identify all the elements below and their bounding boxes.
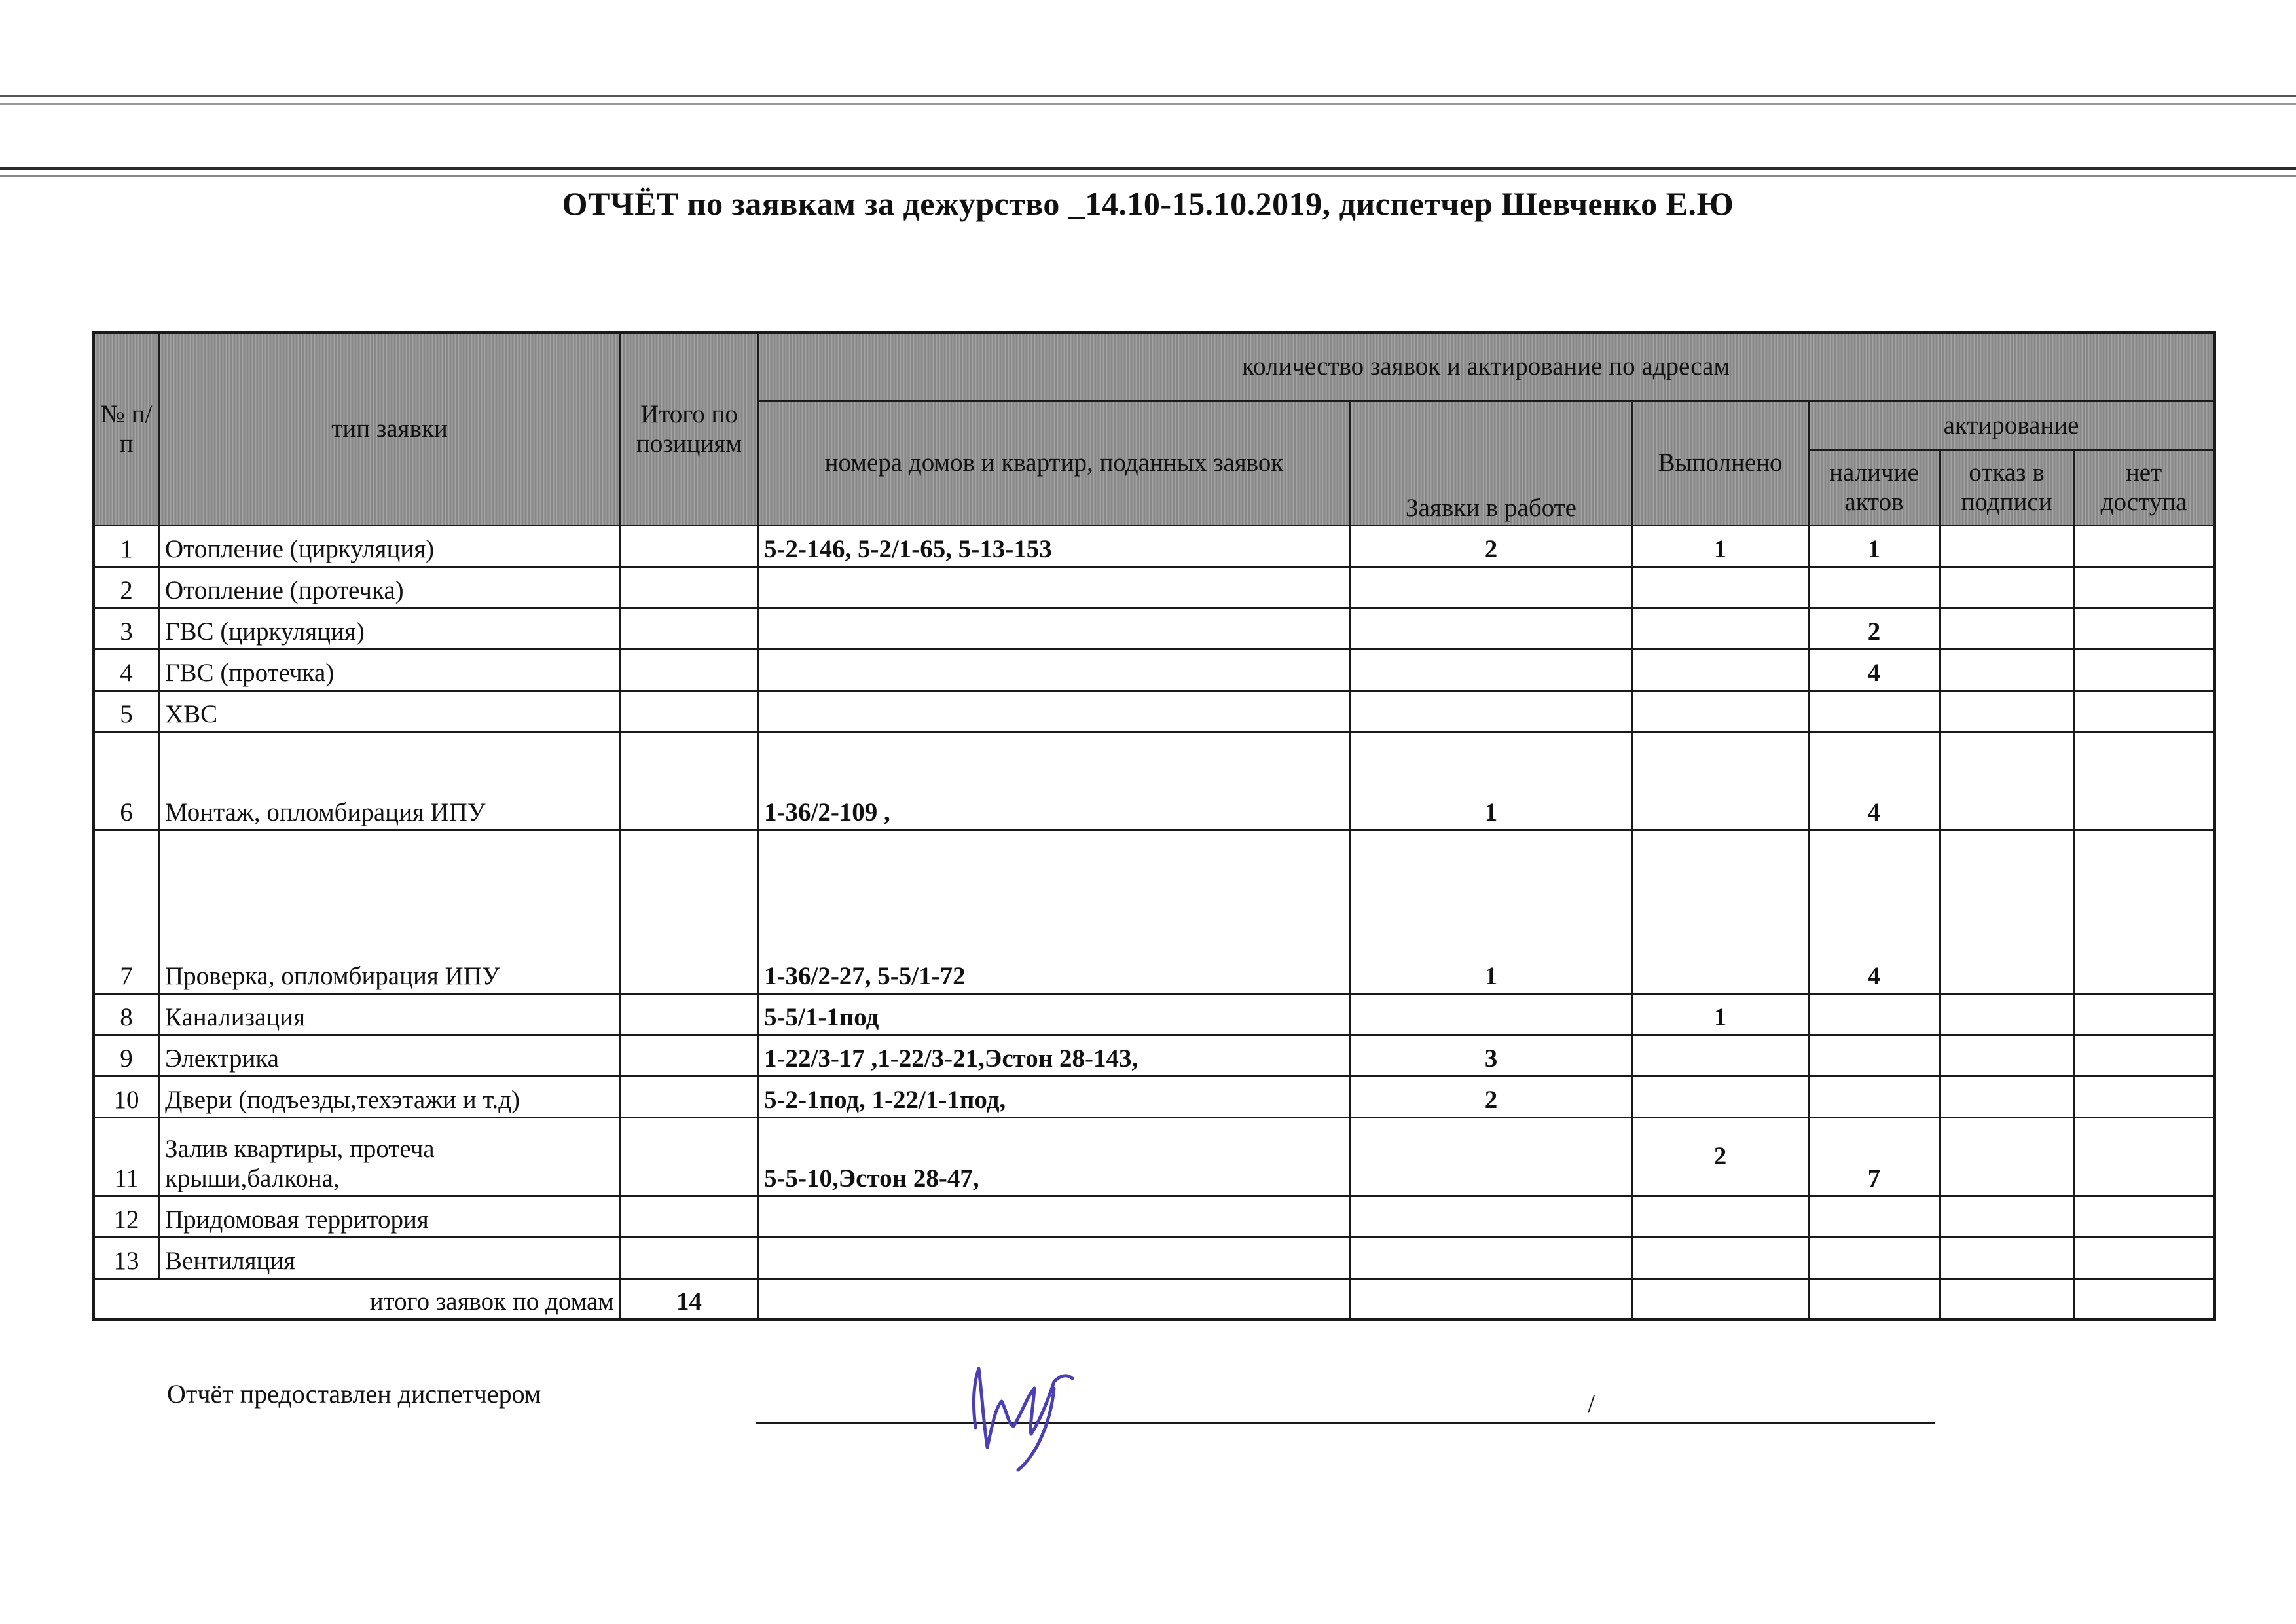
row-done: 1	[1632, 994, 1809, 1035]
row-total	[621, 691, 758, 732]
report-table	[92, 331, 2216, 1321]
totals-empty	[2074, 1279, 2215, 1320]
row-type: Отопление (циркуляция)	[159, 526, 621, 567]
signature-slash: /	[1588, 1389, 1595, 1418]
scan-line-top-2	[0, 103, 2296, 105]
row-refusal	[1940, 994, 2074, 1035]
row-refusal	[1940, 830, 2074, 994]
row-no-access	[2074, 732, 2215, 830]
row-done: 2	[1632, 1118, 1809, 1196]
row-acts: 1	[1809, 526, 1940, 567]
row-total	[621, 1035, 758, 1077]
row-no-access	[2074, 1196, 2215, 1238]
row-acts	[1809, 1196, 1940, 1238]
scan-line-top	[0, 95, 2296, 97]
row-in-work	[1351, 994, 1632, 1035]
row-type: Двери (подъезды,техэтажи и т.д)	[159, 1077, 621, 1118]
row-type: ГВС (протечка)	[159, 650, 621, 691]
row-type: ХВС	[159, 691, 621, 732]
row-type	[159, 1118, 621, 1196]
row-total	[621, 1118, 758, 1196]
row-type: Монтаж, опломбирация ИПУ	[159, 732, 621, 830]
scan-line-upper	[0, 167, 2296, 170]
row-addresses: 1-36/2-27, 5-5/1-72	[758, 830, 1351, 994]
row-no-access	[2074, 526, 2215, 567]
row-acts: 4	[1809, 830, 1940, 994]
row-acts	[1809, 1238, 1940, 1279]
row-total	[621, 830, 758, 994]
row-done	[1632, 1077, 1809, 1118]
row-in-work	[1351, 650, 1632, 691]
row-acts: 4	[1809, 732, 1940, 830]
row-no-access	[2074, 1238, 2215, 1279]
row-refusal	[1940, 650, 2074, 691]
table-row	[94, 1196, 2215, 1238]
totals-empty	[1940, 1279, 2074, 1320]
row-refusal	[1940, 1196, 2074, 1238]
row-no-access	[2074, 691, 2215, 732]
row-done	[1632, 1196, 1809, 1238]
totals-label: итого заявок по домам	[94, 1279, 621, 1320]
row-type: ГВС (циркуляция)	[159, 608, 621, 650]
row-refusal	[1940, 1035, 2074, 1077]
totals-row	[94, 1279, 2215, 1320]
row-no-access	[2074, 650, 2215, 691]
row-done	[1632, 1238, 1809, 1279]
totals-empty	[1809, 1279, 1940, 1320]
header-done: Выполнено	[1632, 401, 1809, 526]
row-total	[621, 1196, 758, 1238]
row-acts	[1809, 567, 1940, 608]
totals-empty	[1632, 1279, 1809, 1320]
row-number: 10	[94, 1077, 159, 1118]
row-no-access	[2074, 994, 2215, 1035]
row-total	[621, 608, 758, 650]
row-number: 1	[94, 526, 159, 567]
row-done	[1632, 650, 1809, 691]
row-addresses: 5-5/1-1под	[758, 994, 1351, 1035]
row-acts	[1809, 691, 1940, 732]
row-no-access	[2074, 1118, 2215, 1196]
table-row	[94, 830, 2215, 994]
row-number: 6	[94, 732, 159, 830]
row-refusal	[1940, 1238, 2074, 1279]
row-number: 5	[94, 691, 159, 732]
row-in-work	[1351, 608, 1632, 650]
row-done	[1632, 1035, 1809, 1077]
header-type: тип заявки	[159, 333, 621, 526]
row-number: 8	[94, 994, 159, 1035]
table-row	[94, 526, 2215, 567]
totals-value: 14	[621, 1279, 758, 1320]
header-no: № п/п	[94, 333, 159, 526]
row-acts	[1809, 994, 1940, 1035]
row-addresses: 1-22/3-17 ,1-22/3-21,Эстон 28-143,	[758, 1035, 1351, 1077]
row-acts: 7	[1809, 1118, 1940, 1196]
header-total-positions: Итого по позициям	[621, 333, 758, 526]
row-acts	[1809, 1035, 1940, 1077]
row-total	[621, 994, 758, 1035]
row-type: Электрика	[159, 1035, 621, 1077]
row-number: 4	[94, 650, 159, 691]
row-number: 9	[94, 1035, 159, 1077]
table-row	[94, 608, 2215, 650]
row-type: Проверка, опломбирация ИПУ	[159, 830, 621, 994]
row-number: 3	[94, 608, 159, 650]
row-refusal	[1940, 1118, 2074, 1196]
row-refusal	[1940, 732, 2074, 830]
footer-label: Отчёт предоставлен диспетчером	[167, 1379, 541, 1409]
row-acts: 4	[1809, 650, 1940, 691]
row-addresses: 5-2-146, 5-2/1-65, 5-13-153	[758, 526, 1351, 567]
row-done: 1	[1632, 526, 1809, 567]
row-in-work	[1351, 1238, 1632, 1279]
row-type: Вентиляция	[159, 1238, 621, 1279]
row-addresses	[758, 567, 1351, 608]
row-addresses: 1-36/2-109 ,	[758, 732, 1351, 830]
row-no-access	[2074, 608, 2215, 650]
row-in-work: 1	[1351, 732, 1632, 830]
row-type: Отопление (протечка)	[159, 567, 621, 608]
header-acts-present: наличие актов	[1809, 451, 1940, 526]
row-addresses	[758, 650, 1351, 691]
row-refusal	[1940, 526, 2074, 567]
table-row	[94, 994, 2215, 1035]
row-total	[621, 1238, 758, 1279]
row-in-work: 1	[1351, 830, 1632, 994]
row-type: Канализация	[159, 994, 621, 1035]
header-addresses: номера домов и квартир, поданных заявок	[758, 401, 1351, 526]
row-in-work: 2	[1351, 1077, 1632, 1118]
row-addresses	[758, 691, 1351, 732]
row-in-work	[1351, 691, 1632, 732]
table-row	[94, 1077, 2215, 1118]
row-done	[1632, 691, 1809, 732]
header-group-addresses: количество заявок и актирование по адресам	[758, 333, 2215, 401]
row-no-access	[2074, 830, 2215, 994]
row-addresses	[758, 1238, 1351, 1279]
row-no-access	[2074, 1035, 2215, 1077]
table-row	[94, 567, 2215, 608]
table-row	[94, 1238, 2215, 1279]
row-total	[621, 650, 758, 691]
row-no-access	[2074, 1077, 2215, 1118]
row-total	[621, 732, 758, 830]
header-in-work: Заявки в работе	[1351, 401, 1632, 526]
row-no-access	[2074, 567, 2215, 608]
row-type-line2: крыши,балкона,	[165, 1164, 340, 1193]
table-row	[94, 1118, 2215, 1196]
row-type: Придомовая территория	[159, 1196, 621, 1238]
row-done	[1632, 732, 1809, 830]
row-in-work: 3	[1351, 1035, 1632, 1077]
row-acts: 2	[1809, 608, 1940, 650]
row-number: 7	[94, 830, 159, 994]
row-refusal	[1940, 1077, 2074, 1118]
scan-line-upper-2	[0, 175, 2296, 177]
row-total	[621, 1077, 758, 1118]
row-in-work	[1351, 1196, 1632, 1238]
row-number: 13	[94, 1238, 159, 1279]
report-title: ОТЧЁТ по заявкам за дежурство _14.10-15.10.2019, диспетчер Шевченко Е.Ю	[562, 185, 1734, 222]
signature-image	[956, 1349, 1100, 1473]
row-done	[1632, 830, 1809, 994]
header-refusal: отказ в подписи	[1940, 451, 2074, 526]
row-total	[621, 567, 758, 608]
totals-empty	[1351, 1279, 1632, 1320]
table-row	[94, 650, 2215, 691]
row-refusal	[1940, 608, 2074, 650]
signature-line	[756, 1422, 1935, 1424]
table-row	[94, 1035, 2215, 1077]
table-row	[94, 691, 2215, 732]
row-addresses	[758, 1196, 1351, 1238]
row-total	[621, 526, 758, 567]
row-refusal	[1940, 691, 2074, 732]
row-refusal	[1940, 567, 2074, 608]
row-addresses: 5-2-1под, 1-22/1-1под,	[758, 1077, 1351, 1118]
row-number: 2	[94, 567, 159, 608]
row-done	[1632, 567, 1809, 608]
row-addresses: 5-5-10,Эстон 28-47,	[758, 1118, 1351, 1196]
row-type-line1: Залив квартиры, протеча	[165, 1135, 435, 1164]
row-done	[1632, 608, 1809, 650]
row-in-work	[1351, 567, 1632, 608]
totals-empty	[758, 1279, 1351, 1320]
row-addresses	[758, 608, 1351, 650]
row-number: 11	[94, 1118, 159, 1196]
row-in-work: 2	[1351, 526, 1632, 567]
header-no-access: нет доступа	[2074, 451, 2215, 526]
row-acts	[1809, 1077, 1940, 1118]
table-row	[94, 732, 2215, 830]
row-number: 12	[94, 1196, 159, 1238]
header-acts-group: актирование	[1809, 401, 2215, 451]
row-in-work	[1351, 1118, 1632, 1196]
